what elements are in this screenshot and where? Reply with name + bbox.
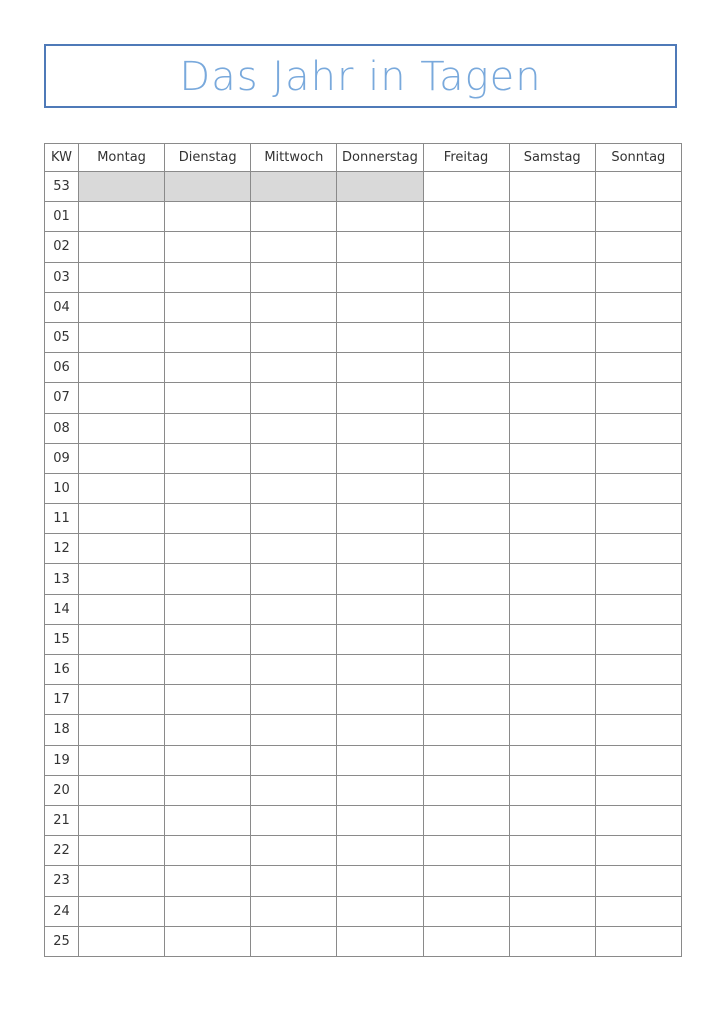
day-cell[interactable] [337, 775, 423, 805]
day-cell[interactable] [423, 715, 509, 745]
day-cell[interactable] [595, 172, 681, 202]
day-cell[interactable] [423, 202, 509, 232]
day-cell[interactable] [165, 473, 251, 503]
day-cell[interactable] [251, 866, 337, 896]
table-row [45, 594, 682, 624]
day-cell[interactable] [423, 292, 509, 322]
day-cell[interactable] [509, 745, 595, 775]
table-row [45, 202, 682, 232]
week-number-cell: 14 [45, 594, 79, 624]
day-cell[interactable] [509, 866, 595, 896]
day-cell[interactable] [595, 534, 681, 564]
day-cell[interactable] [423, 353, 509, 383]
day-cell[interactable] [165, 383, 251, 413]
week-number-cell: 09 [45, 443, 79, 473]
calendar-table [44, 143, 682, 957]
day-cell[interactable] [423, 413, 509, 443]
title-box [44, 44, 677, 108]
day-cell[interactable] [509, 473, 595, 503]
day-cell[interactable] [595, 836, 681, 866]
week-number-cell: 16 [45, 655, 79, 685]
week-number-cell: 24 [45, 896, 79, 926]
day-cell[interactable] [337, 624, 423, 654]
day-cell[interactable] [165, 745, 251, 775]
day-cell[interactable] [165, 866, 251, 896]
day-cell[interactable] [165, 594, 251, 624]
day-cell[interactable] [337, 413, 423, 443]
week-number-cell: 53 [45, 172, 79, 202]
week-number-cell: 15 [45, 624, 79, 654]
day-cell[interactable] [251, 383, 337, 413]
day-cell[interactable] [337, 473, 423, 503]
day-cell[interactable] [165, 413, 251, 443]
day-cell[interactable] [423, 564, 509, 594]
day-cell[interactable] [595, 232, 681, 262]
day-cell[interactable] [337, 594, 423, 624]
day-cell[interactable] [595, 685, 681, 715]
table-row [45, 685, 682, 715]
day-cell[interactable] [165, 564, 251, 594]
column-header-montag: Montag [79, 144, 165, 172]
day-cell[interactable] [165, 685, 251, 715]
week-number-cell: 20 [45, 775, 79, 805]
day-cell[interactable] [251, 805, 337, 835]
day-cell[interactable] [595, 775, 681, 805]
day-cell[interactable] [79, 383, 165, 413]
day-cell[interactable] [595, 624, 681, 654]
day-cell[interactable] [165, 655, 251, 685]
column-header-donnerstag: Donnerstag [337, 144, 423, 172]
day-cell[interactable] [595, 443, 681, 473]
day-cell[interactable] [251, 292, 337, 322]
day-cell[interactable] [595, 715, 681, 745]
day-cell[interactable] [509, 172, 595, 202]
week-number-cell: 11 [45, 504, 79, 534]
day-cell[interactable] [337, 805, 423, 835]
week-number-cell: 03 [45, 262, 79, 292]
day-cell[interactable] [337, 534, 423, 564]
day-cell[interactable] [595, 504, 681, 534]
day-cell[interactable] [337, 353, 423, 383]
day-cell-inactive [337, 172, 423, 202]
day-cell[interactable] [509, 715, 595, 745]
day-cell[interactable] [165, 715, 251, 745]
day-cell[interactable] [595, 322, 681, 352]
day-cell[interactable] [251, 564, 337, 594]
column-header-dienstag: Dienstag [165, 144, 251, 172]
table-row [45, 232, 682, 262]
day-cell[interactable] [251, 685, 337, 715]
table-row [45, 262, 682, 292]
day-cell[interactable] [251, 534, 337, 564]
week-number-cell: 25 [45, 926, 79, 956]
week-rows [45, 172, 682, 957]
day-cell[interactable] [251, 926, 337, 956]
day-cell[interactable] [251, 202, 337, 232]
day-cell[interactable] [423, 534, 509, 564]
day-cell[interactable] [251, 353, 337, 383]
day-cell[interactable] [165, 232, 251, 262]
week-number-cell: 07 [45, 383, 79, 413]
day-cell[interactable] [251, 322, 337, 352]
day-cell[interactable] [165, 292, 251, 322]
day-cell[interactable] [337, 745, 423, 775]
table-row [45, 866, 682, 896]
day-cell[interactable] [509, 775, 595, 805]
table-row [45, 322, 682, 352]
day-cell[interactable] [423, 232, 509, 262]
day-cell[interactable] [595, 655, 681, 685]
table-row [45, 534, 682, 564]
day-cell[interactable] [423, 322, 509, 352]
day-cell[interactable] [79, 624, 165, 654]
column-header-sonntag: Sonntag [595, 144, 681, 172]
day-cell[interactable] [165, 202, 251, 232]
day-cell[interactable] [79, 775, 165, 805]
day-cell[interactable] [423, 383, 509, 413]
day-cell[interactable] [79, 232, 165, 262]
day-cell[interactable] [337, 292, 423, 322]
day-cell[interactable] [79, 473, 165, 503]
day-cell[interactable] [165, 805, 251, 835]
day-cell[interactable] [79, 866, 165, 896]
day-cell[interactable] [595, 866, 681, 896]
day-cell[interactable] [509, 232, 595, 262]
day-cell[interactable] [337, 564, 423, 594]
day-cell[interactable] [423, 172, 509, 202]
day-cell[interactable] [251, 594, 337, 624]
day-cell[interactable] [509, 594, 595, 624]
day-cell[interactable] [509, 624, 595, 654]
day-cell[interactable] [337, 685, 423, 715]
day-cell[interactable] [79, 202, 165, 232]
table-row [45, 926, 682, 956]
week-number-cell: 02 [45, 232, 79, 262]
column-header-freitag: Freitag [423, 144, 509, 172]
day-cell[interactable] [251, 262, 337, 292]
table-row [45, 655, 682, 685]
day-cell[interactable] [337, 926, 423, 956]
day-cell[interactable] [79, 443, 165, 473]
day-cell[interactable] [509, 534, 595, 564]
day-cell[interactable] [251, 413, 337, 443]
day-cell[interactable] [251, 775, 337, 805]
day-cell[interactable] [509, 383, 595, 413]
column-header-samstag: Samstag [509, 144, 595, 172]
day-cell[interactable] [509, 926, 595, 956]
day-cell[interactable] [423, 624, 509, 654]
day-cell[interactable] [79, 564, 165, 594]
day-cell[interactable] [423, 775, 509, 805]
day-cell[interactable] [423, 443, 509, 473]
day-cell[interactable] [423, 836, 509, 866]
day-cell[interactable] [337, 866, 423, 896]
day-cell[interactable] [165, 353, 251, 383]
day-cell[interactable] [509, 322, 595, 352]
day-cell[interactable] [251, 473, 337, 503]
day-cell[interactable] [251, 896, 337, 926]
day-cell[interactable] [337, 715, 423, 745]
day-cell[interactable] [251, 836, 337, 866]
day-cell[interactable] [251, 745, 337, 775]
day-cell[interactable] [165, 443, 251, 473]
week-number-cell: 23 [45, 866, 79, 896]
day-cell[interactable] [595, 353, 681, 383]
day-cell[interactable] [509, 443, 595, 473]
week-number-cell: 08 [45, 413, 79, 443]
day-cell[interactable] [79, 745, 165, 775]
table-row [45, 624, 682, 654]
day-cell[interactable] [337, 836, 423, 866]
table-row [45, 172, 682, 202]
day-cell[interactable] [251, 232, 337, 262]
table-row [45, 443, 682, 473]
week-number-cell: 04 [45, 292, 79, 322]
day-cell[interactable] [595, 896, 681, 926]
day-cell[interactable] [79, 322, 165, 352]
day-cell[interactable] [595, 926, 681, 956]
day-cell[interactable] [251, 504, 337, 534]
day-cell[interactable] [595, 202, 681, 232]
day-cell[interactable] [79, 715, 165, 745]
day-cell[interactable] [79, 504, 165, 534]
day-cell[interactable] [165, 896, 251, 926]
day-cell[interactable] [595, 805, 681, 835]
table-row [45, 745, 682, 775]
day-cell[interactable] [165, 262, 251, 292]
day-cell[interactable] [79, 685, 165, 715]
day-cell[interactable] [509, 655, 595, 685]
day-cell-inactive [251, 172, 337, 202]
day-cell[interactable] [79, 534, 165, 564]
week-number-cell: 18 [45, 715, 79, 745]
day-cell[interactable] [79, 655, 165, 685]
table-row [45, 473, 682, 503]
day-cell[interactable] [423, 473, 509, 503]
table-row [45, 383, 682, 413]
table-row [45, 353, 682, 383]
day-cell[interactable] [509, 504, 595, 534]
day-cell[interactable] [423, 926, 509, 956]
day-cell[interactable] [337, 504, 423, 534]
day-cell[interactable] [79, 805, 165, 835]
table-row [45, 805, 682, 835]
week-number-cell: 19 [45, 745, 79, 775]
day-cell[interactable] [509, 202, 595, 232]
day-cell[interactable] [337, 322, 423, 352]
day-cell[interactable] [337, 655, 423, 685]
day-cell[interactable] [165, 534, 251, 564]
day-cell[interactable] [165, 504, 251, 534]
day-cell[interactable] [79, 353, 165, 383]
day-cell[interactable] [165, 836, 251, 866]
table-row [45, 715, 682, 745]
day-cell[interactable] [423, 262, 509, 292]
day-cell[interactable] [337, 262, 423, 292]
week-number-cell: 06 [45, 353, 79, 383]
day-cell[interactable] [423, 866, 509, 896]
table-row [45, 413, 682, 443]
table-row [45, 836, 682, 866]
day-cell[interactable] [509, 353, 595, 383]
day-cell[interactable] [423, 504, 509, 534]
week-number-cell: 21 [45, 805, 79, 835]
day-cell[interactable] [595, 594, 681, 624]
day-cell[interactable] [337, 202, 423, 232]
day-cell[interactable] [337, 443, 423, 473]
day-cell[interactable] [509, 685, 595, 715]
day-cell-inactive [165, 172, 251, 202]
table-row [45, 564, 682, 594]
week-number-cell: 17 [45, 685, 79, 715]
day-cell[interactable] [251, 443, 337, 473]
header-row [45, 144, 682, 172]
day-cell[interactable] [337, 896, 423, 926]
day-cell[interactable] [251, 655, 337, 685]
day-cell[interactable] [165, 926, 251, 956]
day-cell[interactable] [595, 292, 681, 322]
day-cell[interactable] [423, 685, 509, 715]
day-cell[interactable] [423, 805, 509, 835]
day-cell[interactable] [509, 292, 595, 322]
day-cell[interactable] [165, 775, 251, 805]
day-cell[interactable] [509, 564, 595, 594]
day-cell[interactable] [595, 564, 681, 594]
table-row [45, 504, 682, 534]
day-cell[interactable] [423, 745, 509, 775]
day-cell[interactable] [79, 413, 165, 443]
week-number-cell: 12 [45, 534, 79, 564]
week-number-cell: 01 [45, 202, 79, 232]
day-cell[interactable] [509, 262, 595, 292]
day-cell[interactable] [423, 655, 509, 685]
table-row [45, 775, 682, 805]
day-cell[interactable] [79, 926, 165, 956]
day-cell[interactable] [423, 896, 509, 926]
table-row [45, 292, 682, 322]
day-cell[interactable] [337, 383, 423, 413]
column-header-mittwoch: Mittwoch [251, 144, 337, 172]
day-cell[interactable] [79, 836, 165, 866]
week-number-cell: 05 [45, 322, 79, 352]
day-cell-inactive [79, 172, 165, 202]
day-cell[interactable] [509, 413, 595, 443]
day-cell[interactable] [509, 836, 595, 866]
page-title: Das Jahr in Tagen [179, 54, 542, 100]
day-cell[interactable] [165, 624, 251, 654]
week-number-cell: 22 [45, 836, 79, 866]
day-cell[interactable] [595, 262, 681, 292]
day-cell[interactable] [79, 262, 165, 292]
day-cell[interactable] [595, 413, 681, 443]
day-cell[interactable] [595, 473, 681, 503]
day-cell[interactable] [251, 715, 337, 745]
day-cell[interactable] [79, 594, 165, 624]
day-cell[interactable] [595, 383, 681, 413]
day-cell[interactable] [251, 624, 337, 654]
day-cell[interactable] [337, 232, 423, 262]
day-cell[interactable] [165, 322, 251, 352]
day-cell[interactable] [79, 896, 165, 926]
week-number-cell: 13 [45, 564, 79, 594]
column-header-kw: KW [45, 144, 79, 172]
week-number-cell: 10 [45, 473, 79, 503]
day-cell[interactable] [509, 896, 595, 926]
day-cell[interactable] [423, 594, 509, 624]
table-row [45, 896, 682, 926]
day-cell[interactable] [79, 292, 165, 322]
day-cell[interactable] [595, 745, 681, 775]
day-cell[interactable] [509, 805, 595, 835]
